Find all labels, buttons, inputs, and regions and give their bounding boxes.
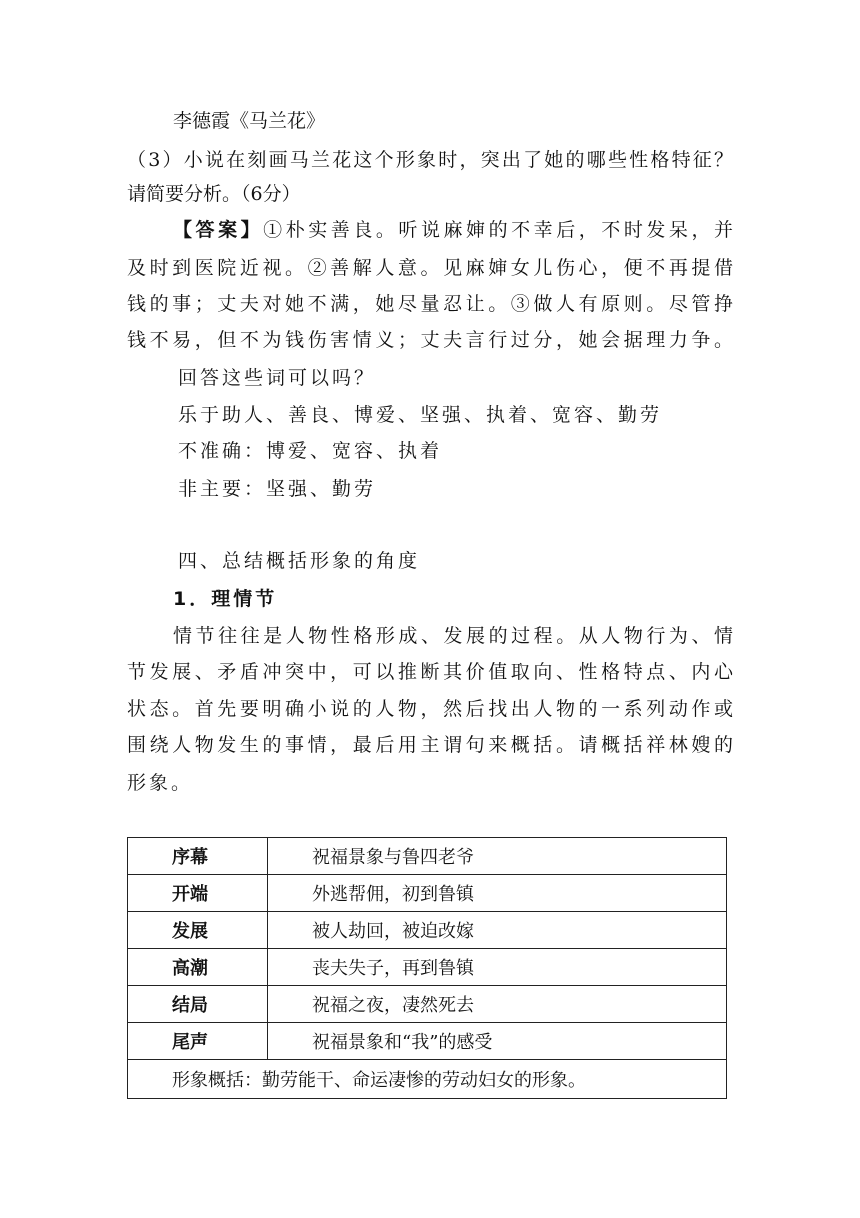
- answer-line-4: 钱不易，但不为钱伤害情义；丈夫言行过分，她会据理力争。: [127, 329, 733, 351]
- answer-text: ①朴实善良。听说麻婶的不幸后，不时发呆，并: [263, 219, 733, 241]
- question-line-1: （3）小说在刻画马兰花这个形象时，突出了她的哪些性格特征？: [127, 149, 733, 171]
- table-row: [128, 949, 727, 986]
- stage-cell: 发展: [128, 912, 268, 949]
- discussion-line-1: 回答这些词可以吗？: [178, 367, 377, 389]
- event-cell: 祝福景象与鲁四老爷: [268, 838, 727, 875]
- table-row: [128, 875, 727, 912]
- question-line-2: 请简要分析。（6分）: [127, 183, 301, 205]
- plot-structure-table: [127, 837, 727, 1099]
- summary-cell: 形象概括：勤劳能干、命运凄惨的劳动妇女的形象。: [128, 1060, 727, 1099]
- section-subheading: 1．理情节: [173, 588, 278, 610]
- answer-line-3: 钱的事；丈夫对她不满，她尽量忍让。③做人有原则。尽管挣: [127, 293, 733, 315]
- stage-cell: 尾声: [128, 1023, 268, 1060]
- section-body-line-3: 状态。首先要明确小说的人物，然后找出人物的一系列动作或: [127, 698, 733, 720]
- stage-cell: 序幕: [128, 838, 268, 875]
- event-cell: 祝福景象和“我”的感受: [268, 1023, 727, 1060]
- event-cell: 外逃帮佣，初到鲁镇: [268, 875, 727, 912]
- source-line: 李德霞《马兰花》: [173, 110, 326, 132]
- discussion-line-3: 不准确：博爱、宽容、执着: [178, 440, 443, 462]
- section-body-line-1: 情节往往是人物性格形成、发展的过程。从人物行为、情: [173, 625, 733, 647]
- event-cell: 丧夫失子，再到鲁镇: [268, 949, 727, 986]
- answer-label: 【答案】: [173, 219, 264, 241]
- table-row: [128, 986, 727, 1023]
- table-row: [128, 1023, 727, 1060]
- discussion-line-2: 乐于助人、善良、博爱、坚强、执着、宽容、勤劳: [178, 404, 663, 426]
- section-body-line-2: 节发展、矛盾冲突中，可以推断其价值取向、性格特点、内心: [127, 661, 733, 683]
- table-row: [128, 912, 727, 949]
- section-heading: 四、总结概括形象的角度: [178, 550, 421, 572]
- section-body-line-5: 形象。: [127, 772, 194, 794]
- stage-cell: 开端: [128, 875, 268, 912]
- section-body-line-4: 围绕人物发生的事情，最后用主谓句来概括。请概括祥林嫂的: [127, 734, 733, 756]
- answer-line-1: [173, 218, 733, 242]
- event-cell: 祝福之夜，凄然死去: [268, 986, 727, 1023]
- table-summary-row: [128, 1060, 727, 1099]
- table-row: [128, 838, 727, 875]
- stage-cell: 结局: [128, 986, 268, 1023]
- event-cell: 被人劫回，被迫改嫁: [268, 912, 727, 949]
- stage-cell: 高潮: [128, 949, 268, 986]
- discussion-line-4: 非主要：坚强、勤劳: [178, 478, 377, 500]
- answer-line-2: 及时到医院近视。②善解人意。见麻婶女儿伤心，便不再提借: [127, 257, 733, 279]
